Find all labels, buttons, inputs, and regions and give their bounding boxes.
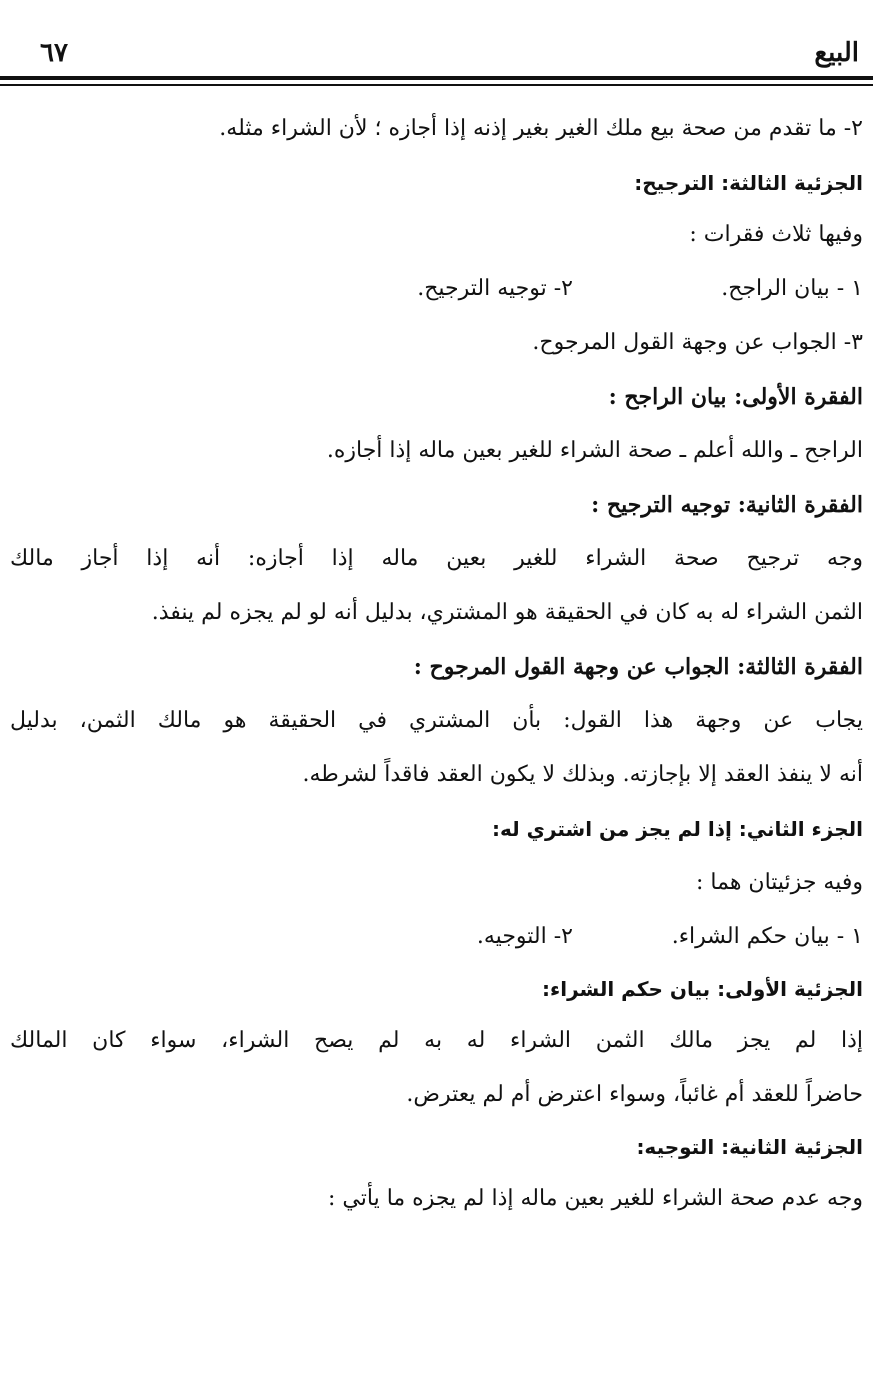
list-item: ٢- توجيه الترجيح. [417, 276, 573, 301]
paragraph-line: الثمن الشراء له به كان في الحقيقة هو المشتري، بدليل أنه لو لم يجزه لم ينفذ. [151, 600, 863, 625]
list-item: ٢- التوجيه. [476, 924, 573, 949]
paragraph-line: حاضراً للعقد أم غائباً، وسواء اعترض أم لم يعترض. [406, 1082, 863, 1107]
paragraph-line: وفيها ثلاث فقرات : [689, 222, 863, 247]
section-heading: الفقرة الثالثة: الجواب عن وجهة القول المرجوح : [413, 654, 863, 680]
section-heading: الفقرة الأولى: بيان الراجح : [608, 384, 863, 410]
paragraph-line: الراجح ـ والله أعلم ـ صحة الشراء للغير بعين ماله إذا أجازه. [326, 438, 863, 463]
section-heading: الجزئية الأولى: بيان حكم الشراء: [541, 977, 863, 1001]
page-number: ٦٧ [40, 38, 68, 68]
page-header [0, 38, 873, 78]
running-title: البيع [814, 38, 859, 68]
paragraph-line: وجه عدم صحة الشراء للغير بعين ماله إذا لم يجزه ما يأتي : [328, 1186, 863, 1211]
paragraph-line: إذا لم يجز مالك الثمن الشراء له به لم يصح الشراء، سواء كان المالك [10, 1028, 863, 1053]
header-rule-thick [0, 76, 873, 80]
paragraph-line: وجه ترجيح صحة الشراء للغير بعين ماله إذا أجازه: أنه إذا أجاز مالك [10, 546, 863, 571]
header-rule-thin [0, 84, 873, 86]
paragraph-line: أنه لا ينفذ العقد إلا بإجازته. وبذلك لا يكون العقد فاقداً لشرطه. [302, 762, 863, 787]
paragraph-line: ٢- ما تقدم من صحة بيع ملك الغير بغير إذنه إذا أجازه ؛ لأن الشراء مثله. [219, 116, 863, 141]
section-heading: الجزء الثاني: إذا لم يجز من اشتري له: [492, 817, 863, 841]
list-item: ١ - بيان حكم الشراء. [671, 924, 863, 949]
section-heading: الجزئية الثالثة: الترجيح: [634, 171, 863, 195]
list-item: ٣- الجواب عن وجهة القول المرجوح. [532, 330, 863, 355]
section-heading: الفقرة الثانية: توجيه الترجيح : [591, 492, 863, 518]
list-item: ١ - بيان الراجح. [721, 276, 863, 301]
paragraph-line: وفيه جزئيتان هما : [696, 870, 863, 895]
section-heading: الجزئية الثانية: التوجيه: [636, 1135, 863, 1159]
paragraph-line: يجاب عن وجهة هذا القول: بأن المشتري في الحقيقة هو مالك الثمن، بدليل [10, 708, 863, 733]
